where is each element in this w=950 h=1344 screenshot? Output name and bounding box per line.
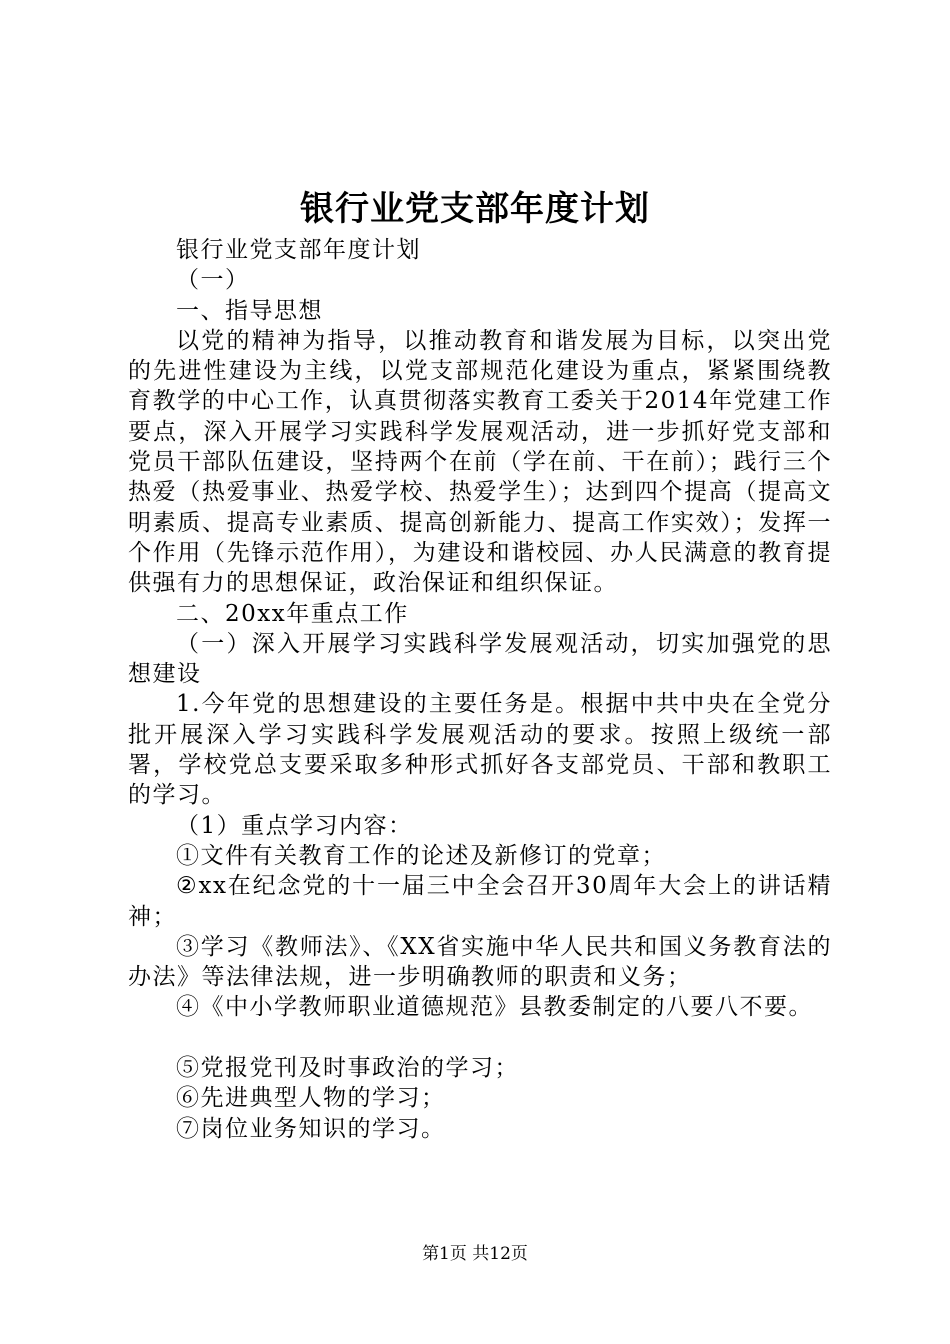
section-heading: 一、指导思想 <box>176 297 323 324</box>
paragraph: 银行业党支部年度计划 <box>176 237 421 263</box>
list-item: ⑦岗位业务知识的学习。 <box>176 1115 446 1142</box>
paragraph: （1）重点学习内容： <box>176 812 413 839</box>
list-item: ⑥先进典型人物的学习； <box>176 1085 446 1112</box>
list-item: ④《中小学教师职业道德规范》县教委制定的八要八不要。 <box>176 994 813 1021</box>
document-body <box>128 235 832 1144</box>
list-item: ②xx在纪念党的十一届三中全会召开30周年大会上的讲话精神； <box>128 873 832 930</box>
paragraph: 以党的精神为指导，以推动教育和谐发展为目标，以突出党的先进性建设为主线，以党支部规范化建设为重点，紧紧围绕教育教学的中心工作，认真贯彻落实教育工委关于2014年党建工作要点，深入开展学习实践科学发展观活动，进一步抓好党支部和党员干部队伍建设，坚持两个在前（学在前、干在前）；践行三个热爱（热爱事业、热爱学校、热爱学生）；达到四个提高（提高文明素质、提高专业素质、提高创新能力、提高工作实效）；发挥一个作用（先锋示范作用），为建设和谐校园、办人民满意的教育提供强有力的思想保证，政治保证和组织保证。 <box>128 327 832 597</box>
paragraph: 1.今年党的思想建设的主要任务是。根据中共中央在全党分批开展深入学习实践科学发展观活动的要求。按照上级统一部署，学校党总支要采取多种形式抓好各支部党员、干部和教职工的学习。 <box>128 691 832 809</box>
paragraph: （一）深入开展学习实践科学发展观活动，切实加强党的思想建设 <box>128 630 832 688</box>
list-item: ③学习《教师法》、《XX省实施中华人民共和国义务教育法的办法》等法律法规，进一步明确教师的职责和义务； <box>128 933 832 991</box>
page-footer: 第1页 共12页 <box>422 1244 528 1264</box>
list-item: ⑤党报党刊及时事政治的学习； <box>176 1055 519 1082</box>
blank-line <box>128 1023 832 1053</box>
section-heading: 二、20xx年重点工作 <box>176 600 409 627</box>
document-title: 银行业党支部年度计划 <box>300 189 650 229</box>
paragraph: （一） <box>176 267 250 294</box>
list-item: ①文件有关教育工作的论述及新修订的党章； <box>176 842 666 869</box>
